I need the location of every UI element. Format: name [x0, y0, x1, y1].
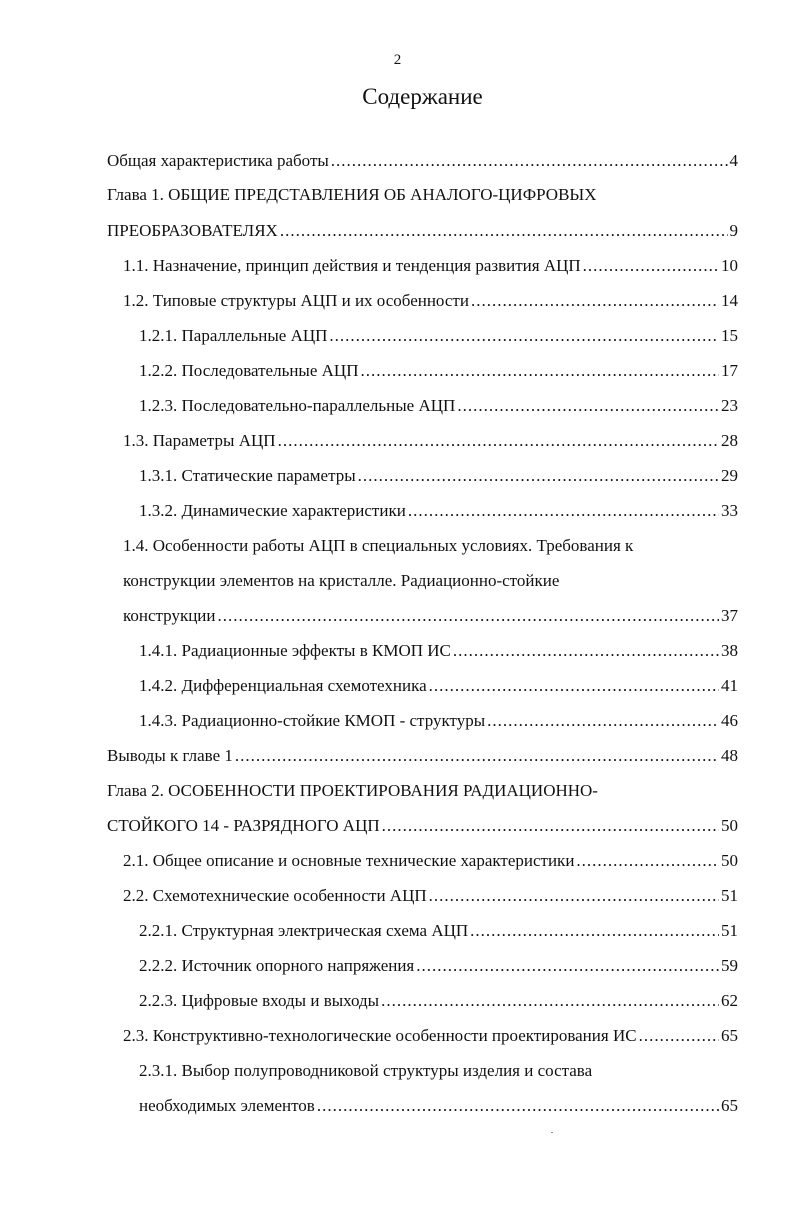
toc-entry-label: Глава 2. ОСОБЕННОСТИ ПРОЕКТИРОВАНИЯ РАДИАЦИОННО- [107, 781, 598, 800]
toc-entry-page: 41 [721, 676, 738, 695]
toc-entry-2-2[interactable] [123, 879, 738, 913]
toc-entry-2-3[interactable] [123, 1019, 738, 1053]
toc-entry-label: 1.3. Параметры АЦП [123, 431, 276, 450]
toc-entry-label: 1.2.1. Параллельные АЦП [139, 326, 328, 345]
toc-entry-page: 37 [721, 606, 738, 625]
toc-entry-page: 65 [721, 1026, 738, 1045]
dot-leader [381, 984, 719, 1018]
dot-leader [235, 739, 719, 773]
toc-entry-1-1[interactable] [123, 249, 738, 283]
toc-entry-page: 29 [721, 466, 738, 485]
toc-entry-page: 59 [721, 956, 738, 975]
toc-entry-label: 1.2.3. Последовательно-параллельные АЦП [139, 396, 456, 415]
table-of-contents [0, 144, 795, 1144]
toc-entry-1-3[interactable] [123, 424, 738, 458]
toc-entry-label: 2.2.3. Цифровые входы и выходы [139, 991, 380, 1010]
toc-entry-2-2-2[interactable] [139, 949, 738, 983]
toc-entry-2-3-1-line1[interactable] [139, 1054, 765, 1088]
toc-entry-page: 23 [721, 396, 738, 415]
dot-leader [576, 844, 719, 878]
dot-leader [470, 914, 719, 948]
toc-entry-label: 1.4.1. Радиационные эффекты в КМОП ИС [139, 641, 451, 660]
dot-leader [429, 669, 719, 703]
toc-entry-label: конструкции элементов на кристалле. Радиационно-стойкие [123, 571, 560, 590]
toc-entry-1-4-line1[interactable] [123, 529, 765, 563]
toc-entry-page: 50 [721, 851, 738, 870]
dot-leader [218, 599, 719, 633]
dot-leader [382, 809, 719, 843]
toc-entry-label: 1.4. Особенности работы АЦП в специальных условиях. Требования к [123, 536, 634, 555]
toc-entry-2-2-1[interactable] [139, 914, 738, 948]
toc-entry-label: 2.2.2. Источник опорного напряжения [139, 956, 415, 975]
dot-leader [487, 704, 719, 738]
toc-entry-page: 38 [721, 641, 738, 660]
dot-leader [278, 424, 719, 458]
toc-entry-conclusions-1[interactable] [107, 739, 738, 773]
toc-entry-page: 51 [721, 886, 738, 905]
toc-entry-page: 48 [721, 746, 738, 765]
toc-entry-page: 28 [721, 431, 738, 450]
toc-entry-label: 2.2.1. Структурная электрическая схема АЦП [139, 921, 469, 940]
toc-entry-label: 1.2. Типовые структуры АЦП и их особенности [123, 291, 469, 310]
dot-leader [457, 389, 719, 423]
toc-entry-label: конструкции [123, 606, 216, 625]
toc-entry-2-2-3[interactable] [139, 984, 738, 1018]
toc-entry-1-2-3[interactable] [139, 389, 738, 423]
toc-entry-label: 1.3.1. Статические параметры [139, 466, 356, 485]
page-title: Содержание [362, 84, 483, 109]
toc-entry-page: 17 [721, 361, 738, 380]
page-number: 2 [393, 52, 402, 68]
scan-speck [551, 1132, 553, 1133]
toc-entry-label: 1.1. Назначение, принцип действия и тенденция развития АЦП [123, 256, 581, 275]
toc-entry-2-1[interactable] [123, 844, 738, 878]
toc-entry-1-4[interactable] [123, 599, 738, 633]
toc-entry-label: Глава 1. ОБЩИЕ ПРЕДСТАВЛЕНИЯ ОБ АНАЛОГО-ЦИФРОВЫХ [107, 185, 597, 204]
dot-leader [471, 284, 719, 318]
toc-entry-1-3-2[interactable] [139, 494, 738, 528]
toc-entry-chapter1[interactable] [107, 214, 738, 248]
toc-entry-page: 65 [721, 1096, 738, 1115]
toc-entry-page: 51 [721, 921, 738, 940]
toc-entry-label: 1.4.3. Радиационно-стойкие КМОП - структуры [139, 711, 486, 730]
dot-leader [358, 459, 719, 493]
toc-entry-label: необходимых элементов [139, 1096, 315, 1115]
dot-leader [408, 494, 719, 528]
toc-entry-label: СТОЙКОГО 14 - РАЗРЯДНОГО АЦП [107, 816, 380, 835]
toc-entry-1-4-3[interactable] [139, 704, 738, 738]
dot-leader [317, 1089, 719, 1123]
toc-entry-page: 10 [721, 256, 738, 275]
toc-entry-chapter2-line1[interactable] [107, 774, 765, 808]
dot-leader [416, 949, 719, 983]
toc-entry-label: 2.3.1. Выбор полупроводниковой структуры изделия и состава [139, 1061, 593, 1080]
toc-entry-1-3-1[interactable] [139, 459, 738, 493]
dot-leader [280, 214, 728, 248]
toc-entry-page: 50 [721, 816, 738, 835]
toc-entry-label: 1.4.2. Дифференциальная схемотехника [139, 676, 427, 695]
toc-entry-page: 62 [721, 991, 738, 1010]
toc-entry-page: 15 [721, 326, 738, 345]
dot-leader [331, 144, 728, 178]
dot-leader [429, 879, 719, 913]
toc-entry-label: 1.3.2. Динамические характеристики [139, 501, 406, 520]
toc-entry-page: 33 [721, 501, 738, 520]
toc-entry-label: Общая характеристика работы [107, 151, 329, 170]
dot-leader [639, 1019, 719, 1053]
dot-leader [583, 249, 719, 283]
toc-entry-chapter1-line1[interactable] [107, 178, 765, 212]
toc-entry-label: 2.3. Конструктивно-технологические особенности проектирования ИС [123, 1026, 637, 1045]
dot-leader [453, 634, 719, 668]
toc-entry-1-4-1[interactable] [139, 634, 738, 668]
toc-entry-page: 46 [721, 711, 738, 730]
toc-entry-1-2-2[interactable] [139, 354, 738, 388]
toc-entry-1-4-line2[interactable] [123, 564, 765, 598]
toc-entry-1-2[interactable] [123, 284, 738, 318]
toc-entry-page: 4 [729, 151, 738, 170]
toc-entry-label: Выводы к главе 1 [107, 746, 233, 765]
toc-entry-1-2-1[interactable] [139, 319, 738, 353]
dot-leader [329, 319, 719, 353]
toc-entry-page: 9 [729, 221, 738, 240]
toc-entry-chapter2[interactable] [107, 809, 738, 843]
toc-entry-2-3-1[interactable] [139, 1089, 738, 1123]
toc-entry-page: 14 [721, 291, 738, 310]
dot-leader [360, 354, 719, 388]
toc-entry-label: 2.1. Общее описание и основные технические характеристики [123, 851, 575, 870]
toc-entry-label: 2.2. Схемотехнические особенности АЦП [123, 886, 427, 905]
toc-entry-general[interactable] [107, 144, 738, 178]
toc-entry-label: 1.2.2. Последовательные АЦП [139, 361, 359, 380]
toc-entry-1-4-2[interactable] [139, 669, 738, 703]
toc-entry-label: ПРЕОБРАЗОВАТЕЛЯХ [107, 221, 278, 240]
